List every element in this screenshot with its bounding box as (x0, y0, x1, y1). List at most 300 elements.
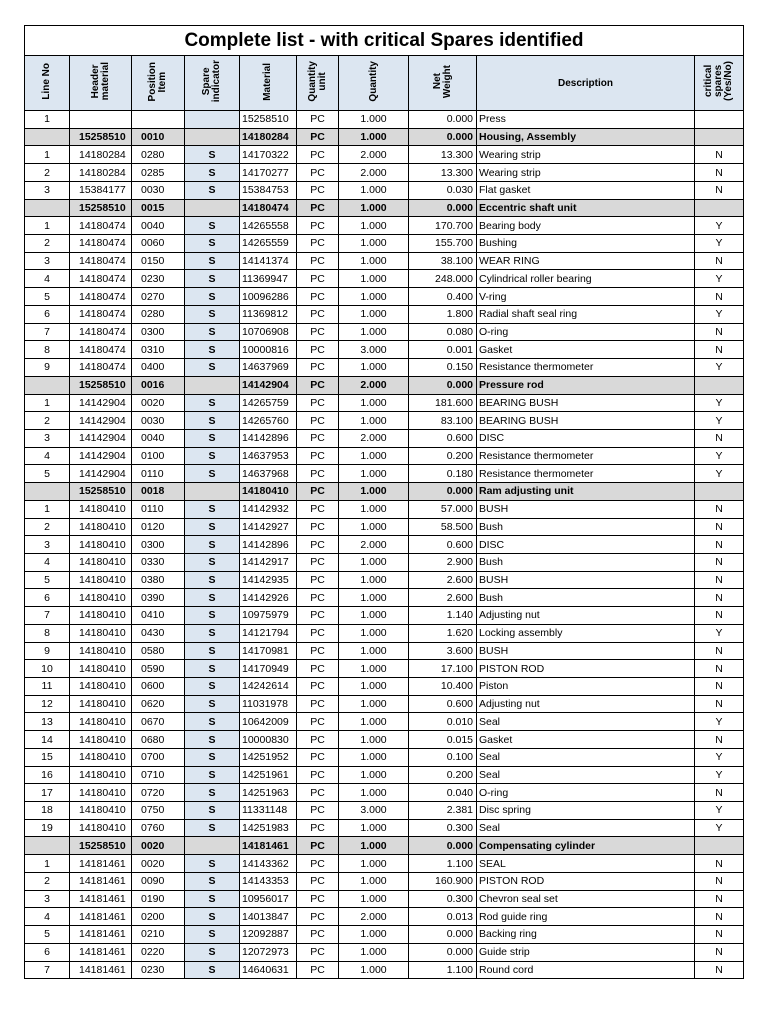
description-cell: Backing ring (477, 926, 695, 944)
header-material-cell: 14180474 (70, 270, 132, 288)
quantity-cell: 1.000 (339, 394, 409, 412)
header-material-cell: 14180474 (70, 252, 132, 270)
quantity-cell: 1.000 (339, 128, 409, 146)
line-no-cell: 13 (25, 713, 70, 731)
spare-indicator-cell: S (185, 872, 240, 890)
line-no-cell: 2 (25, 412, 70, 430)
description-cell: Adjusting nut (477, 607, 695, 625)
material-cell: 14637969 (240, 359, 297, 377)
description-cell: Housing, Assembly (477, 128, 695, 146)
material-cell: 10706908 (240, 323, 297, 341)
position-item-cell: 0230 (132, 270, 185, 288)
line-no-cell: 9 (25, 642, 70, 660)
spare-indicator-cell: S (185, 465, 240, 483)
net-weight-cell: 0.200 (409, 766, 477, 784)
critical-spares-cell: N (695, 553, 744, 571)
description-cell: Radial shaft seal ring (477, 305, 695, 323)
spare-indicator-cell (185, 128, 240, 146)
material-cell: 14142917 (240, 553, 297, 571)
material-cell: 15384753 (240, 181, 297, 199)
quantity-unit-cell: PC (297, 429, 339, 447)
net-weight-cell: 2.600 (409, 571, 477, 589)
header-material-cell: 14142904 (70, 394, 132, 412)
table-row (25, 465, 744, 483)
table-row (25, 571, 744, 589)
table-row (25, 589, 744, 607)
quantity-unit-cell: PC (297, 164, 339, 182)
material-cell: 14251963 (240, 784, 297, 802)
critical-spares-cell: N (695, 695, 744, 713)
quantity-cell: 1.000 (339, 571, 409, 589)
position-item-cell: 0760 (132, 819, 185, 837)
header-material-cell: 14180410 (70, 518, 132, 536)
net-weight-cell: 0.000 (409, 837, 477, 855)
line-no-cell: 5 (25, 571, 70, 589)
position-item-cell: 0020 (132, 837, 185, 855)
quantity-cell: 1.000 (339, 837, 409, 855)
quantity-unit-cell: PC (297, 341, 339, 359)
material-cell: 14265760 (240, 412, 297, 430)
quantity-unit-cell: PC (297, 766, 339, 784)
position-item-cell: 0018 (132, 483, 185, 501)
quantity-unit-cell: PC (297, 518, 339, 536)
critical-spares-cell: N (695, 961, 744, 979)
header-material-cell: 14180474 (70, 323, 132, 341)
table-row (25, 607, 744, 625)
spare-indicator-cell: S (185, 766, 240, 784)
critical-spares-cell: N (695, 146, 744, 164)
header-material-cell: 14180284 (70, 146, 132, 164)
col-header-header-material: Header material (70, 56, 132, 111)
table-row (25, 961, 744, 979)
material-cell: 11331148 (240, 802, 297, 820)
line-no-cell: 14 (25, 731, 70, 749)
critical-spares-cell: Y (695, 235, 744, 253)
line-no-cell: 1 (25, 855, 70, 873)
header-material-cell: 15384177 (70, 181, 132, 199)
material-cell: 14242614 (240, 678, 297, 696)
line-no-cell: 3 (25, 536, 70, 554)
material-cell: 14142935 (240, 571, 297, 589)
header-material-cell: 14142904 (70, 412, 132, 430)
table-row (25, 553, 744, 571)
material-cell: 12092887 (240, 926, 297, 944)
spare-indicator-cell: S (185, 607, 240, 625)
quantity-cell: 1.000 (339, 252, 409, 270)
description-cell: Bearing body (477, 217, 695, 235)
material-cell: 14637953 (240, 447, 297, 465)
spare-indicator-cell: S (185, 642, 240, 660)
critical-spares-cell: Y (695, 359, 744, 377)
line-no-cell: 1 (25, 111, 70, 129)
table-row (25, 500, 744, 518)
critical-spares-cell: N (695, 288, 744, 306)
header-material-cell: 14180474 (70, 217, 132, 235)
position-item-cell: 0680 (132, 731, 185, 749)
quantity-unit-cell: PC (297, 642, 339, 660)
spare-indicator-cell: S (185, 748, 240, 766)
quantity-unit-cell: PC (297, 394, 339, 412)
spare-indicator-cell: S (185, 624, 240, 642)
spare-indicator-cell (185, 483, 240, 501)
quantity-cell: 1.000 (339, 642, 409, 660)
quantity-cell: 1.000 (339, 111, 409, 129)
material-cell: 14143362 (240, 855, 297, 873)
quantity-unit-cell: PC (297, 146, 339, 164)
quantity-unit-cell: PC (297, 111, 339, 129)
description-cell: SEAL (477, 855, 695, 873)
spare-indicator-cell: S (185, 359, 240, 377)
table-body (25, 111, 744, 979)
quantity-unit-cell: PC (297, 128, 339, 146)
header-material-cell: 14180410 (70, 713, 132, 731)
quantity-cell: 2.000 (339, 146, 409, 164)
net-weight-cell: 0.000 (409, 128, 477, 146)
critical-spares-cell (695, 837, 744, 855)
header-material-cell: 14181461 (70, 961, 132, 979)
position-item-cell: 0300 (132, 536, 185, 554)
header-material-cell: 14180410 (70, 660, 132, 678)
critical-spares-cell: Y (695, 802, 744, 820)
spare-indicator-cell: S (185, 164, 240, 182)
position-item-cell: 0190 (132, 890, 185, 908)
line-no-cell: 4 (25, 447, 70, 465)
quantity-unit-cell: PC (297, 376, 339, 394)
net-weight-cell: 3.600 (409, 642, 477, 660)
line-no-cell: 4 (25, 553, 70, 571)
critical-spares-cell: N (695, 908, 744, 926)
quantity-unit-cell: PC (297, 447, 339, 465)
net-weight-cell: 160.900 (409, 872, 477, 890)
spare-indicator-cell: S (185, 270, 240, 288)
description-cell: Guide strip (477, 943, 695, 961)
net-weight-cell: 0.200 (409, 447, 477, 465)
col-header-line-no: Line No (25, 56, 70, 111)
quantity-cell: 1.000 (339, 270, 409, 288)
spare-indicator-cell: S (185, 252, 240, 270)
quantity-unit-cell: PC (297, 465, 339, 483)
quantity-cell: 3.000 (339, 802, 409, 820)
description-cell: PISTON ROD (477, 660, 695, 678)
quantity-unit-cell: PC (297, 181, 339, 199)
critical-spares-cell: Y (695, 305, 744, 323)
line-no-cell: 12 (25, 695, 70, 713)
position-item-cell: 0120 (132, 518, 185, 536)
quantity-unit-cell: PC (297, 837, 339, 855)
material-cell: 14142904 (240, 376, 297, 394)
critical-spares-cell: N (695, 429, 744, 447)
net-weight-cell: 0.000 (409, 111, 477, 129)
net-weight-cell: 0.080 (409, 323, 477, 341)
material-cell: 10096286 (240, 288, 297, 306)
spare-indicator-cell: S (185, 926, 240, 944)
material-cell: 14170949 (240, 660, 297, 678)
table-row (25, 412, 744, 430)
critical-spares-cell (695, 111, 744, 129)
quantity-cell: 1.000 (339, 465, 409, 483)
position-item-cell: 0230 (132, 961, 185, 979)
header-material-cell: 14180410 (70, 784, 132, 802)
quantity-cell: 1.000 (339, 731, 409, 749)
position-item-cell: 0110 (132, 500, 185, 518)
position-item-cell: 0300 (132, 323, 185, 341)
net-weight-cell: 0.150 (409, 359, 477, 377)
quantity-unit-cell: PC (297, 748, 339, 766)
line-no-cell: 8 (25, 341, 70, 359)
line-no-cell: 2 (25, 872, 70, 890)
quantity-cell: 2.000 (339, 429, 409, 447)
quantity-cell: 1.000 (339, 412, 409, 430)
critical-spares-cell: Y (695, 766, 744, 784)
description-cell: Bush (477, 553, 695, 571)
position-item-cell: 0270 (132, 288, 185, 306)
critical-spares-cell (695, 199, 744, 217)
header-material-cell: 14180474 (70, 305, 132, 323)
position-item-cell: 0430 (132, 624, 185, 642)
table-row (25, 111, 744, 129)
spare-indicator-cell: S (185, 288, 240, 306)
position-item-cell: 0100 (132, 447, 185, 465)
spare-indicator-cell (185, 837, 240, 855)
material-cell: 14251961 (240, 766, 297, 784)
description-cell: Flat gasket (477, 181, 695, 199)
critical-spares-cell: N (695, 784, 744, 802)
position-item-cell: 0720 (132, 784, 185, 802)
line-no-cell: 3 (25, 252, 70, 270)
critical-spares-cell: Y (695, 748, 744, 766)
line-no-cell: 6 (25, 943, 70, 961)
position-item-cell: 0016 (132, 376, 185, 394)
position-item-cell: 0030 (132, 412, 185, 430)
material-cell: 14265558 (240, 217, 297, 235)
quantity-cell: 1.000 (339, 819, 409, 837)
material-cell: 10975979 (240, 607, 297, 625)
quantity-unit-cell: PC (297, 731, 339, 749)
critical-spares-cell: Y (695, 447, 744, 465)
description-cell: Seal (477, 766, 695, 784)
description-cell: V-ring (477, 288, 695, 306)
critical-spares-cell: N (695, 518, 744, 536)
col-header-position-item: Position Item (132, 56, 185, 111)
net-weight-cell: 0.013 (409, 908, 477, 926)
header-material-cell: 14180410 (70, 695, 132, 713)
critical-spares-cell: Y (695, 394, 744, 412)
material-cell: 14143353 (240, 872, 297, 890)
quantity-cell: 1.000 (339, 890, 409, 908)
header-material-cell: 14180410 (70, 589, 132, 607)
quantity-cell: 1.000 (339, 483, 409, 501)
line-no-cell: 15 (25, 748, 70, 766)
net-weight-cell: 2.600 (409, 589, 477, 607)
header-material-cell: 15258510 (70, 199, 132, 217)
critical-spares-cell: N (695, 678, 744, 696)
quantity-cell: 1.000 (339, 359, 409, 377)
net-weight-cell: 0.000 (409, 483, 477, 501)
header-material-cell: 14180410 (70, 500, 132, 518)
position-item-cell: 0200 (132, 908, 185, 926)
line-no-cell (25, 128, 70, 146)
critical-spares-cell (695, 483, 744, 501)
col-header-net-weight: Net Weight (409, 56, 477, 111)
quantity-cell: 1.000 (339, 695, 409, 713)
material-cell: 14142926 (240, 589, 297, 607)
group-header-row (25, 128, 744, 146)
description-cell: Locking assembly (477, 624, 695, 642)
net-weight-cell: 0.015 (409, 731, 477, 749)
header-material-cell: 14142904 (70, 465, 132, 483)
quantity-unit-cell: PC (297, 589, 339, 607)
material-cell: 11369947 (240, 270, 297, 288)
net-weight-cell: 2.900 (409, 553, 477, 571)
quantity-unit-cell: PC (297, 607, 339, 625)
header-material-cell: 14180474 (70, 288, 132, 306)
spare-indicator-cell: S (185, 571, 240, 589)
header-material-cell: 14180410 (70, 642, 132, 660)
group-header-row (25, 483, 744, 501)
header-material-cell: 14180410 (70, 766, 132, 784)
header-material-cell: 14180410 (70, 678, 132, 696)
quantity-cell: 1.000 (339, 784, 409, 802)
material-cell: 14013847 (240, 908, 297, 926)
quantity-cell: 1.000 (339, 447, 409, 465)
position-item-cell: 0010 (132, 128, 185, 146)
table-row (25, 678, 744, 696)
header-material-cell: 14180284 (70, 164, 132, 182)
header-material-cell: 14181461 (70, 872, 132, 890)
header-material-cell: 14180410 (70, 819, 132, 837)
position-item-cell (132, 111, 185, 129)
line-no-cell: 1 (25, 146, 70, 164)
spare-indicator-cell (185, 199, 240, 217)
material-cell: 14180410 (240, 483, 297, 501)
material-cell: 14181461 (240, 837, 297, 855)
line-no-cell: 19 (25, 819, 70, 837)
quantity-cell: 1.000 (339, 766, 409, 784)
line-no-cell: 7 (25, 607, 70, 625)
critical-spares-cell: N (695, 607, 744, 625)
line-no-cell: 3 (25, 429, 70, 447)
table-row (25, 518, 744, 536)
quantity-unit-cell: PC (297, 571, 339, 589)
material-cell: 14251952 (240, 748, 297, 766)
description-cell: PISTON ROD (477, 872, 695, 890)
quantity-unit-cell: PC (297, 713, 339, 731)
description-cell: O-ring (477, 323, 695, 341)
quantity-unit-cell: PC (297, 500, 339, 518)
table-row (25, 695, 744, 713)
line-no-cell (25, 837, 70, 855)
material-cell: 14141374 (240, 252, 297, 270)
line-no-cell (25, 376, 70, 394)
line-no-cell: 2 (25, 518, 70, 536)
quantity-cell: 1.000 (339, 748, 409, 766)
quantity-cell: 1.000 (339, 305, 409, 323)
net-weight-cell: 1.620 (409, 624, 477, 642)
line-no-cell: 2 (25, 235, 70, 253)
table-row (25, 642, 744, 660)
position-item-cell: 0750 (132, 802, 185, 820)
critical-spares-cell: N (695, 323, 744, 341)
position-item-cell: 0110 (132, 465, 185, 483)
critical-spares-cell: N (695, 943, 744, 961)
position-item-cell: 0390 (132, 589, 185, 607)
net-weight-cell: 57.000 (409, 500, 477, 518)
line-no-cell: 8 (25, 624, 70, 642)
header-material-cell: 15258510 (70, 837, 132, 855)
quantity-unit-cell: PC (297, 872, 339, 890)
line-no-cell: 10 (25, 660, 70, 678)
quantity-cell: 1.000 (339, 624, 409, 642)
spare-indicator-cell: S (185, 890, 240, 908)
quantity-unit-cell: PC (297, 288, 339, 306)
quantity-cell: 3.000 (339, 341, 409, 359)
net-weight-cell: 38.100 (409, 252, 477, 270)
table-row (25, 217, 744, 235)
net-weight-cell: 0.000 (409, 943, 477, 961)
net-weight-cell: 83.100 (409, 412, 477, 430)
description-cell: Rod guide ring (477, 908, 695, 926)
line-no-cell: 9 (25, 359, 70, 377)
critical-spares-cell: N (695, 660, 744, 678)
table-row (25, 766, 744, 784)
material-cell: 14142896 (240, 429, 297, 447)
position-item-cell: 0020 (132, 855, 185, 873)
line-no-cell: 3 (25, 181, 70, 199)
material-cell: 14170981 (240, 642, 297, 660)
net-weight-cell: 0.000 (409, 926, 477, 944)
table-row (25, 855, 744, 873)
net-weight-cell: 2.381 (409, 802, 477, 820)
position-item-cell: 0285 (132, 164, 185, 182)
quantity-unit-cell: PC (297, 943, 339, 961)
net-weight-cell: 0.600 (409, 429, 477, 447)
spare-indicator-cell: S (185, 961, 240, 979)
table-row (25, 288, 744, 306)
col-header-description: Description (477, 56, 695, 111)
critical-spares-cell: Y (695, 819, 744, 837)
material-cell: 10956017 (240, 890, 297, 908)
description-cell: BUSH (477, 571, 695, 589)
net-weight-cell: 0.040 (409, 784, 477, 802)
description-cell: Chevron seal set (477, 890, 695, 908)
critical-spares-cell: Y (695, 270, 744, 288)
quantity-cell: 1.000 (339, 553, 409, 571)
critical-spares-cell: Y (695, 713, 744, 731)
table-row (25, 323, 744, 341)
header-material-cell: 14181461 (70, 926, 132, 944)
position-item-cell: 0400 (132, 359, 185, 377)
quantity-unit-cell: PC (297, 819, 339, 837)
net-weight-cell: 0.030 (409, 181, 477, 199)
spare-indicator-cell: S (185, 802, 240, 820)
spare-indicator-cell: S (185, 217, 240, 235)
quantity-cell: 2.000 (339, 908, 409, 926)
line-no-cell: 5 (25, 926, 70, 944)
spare-indicator-cell: S (185, 341, 240, 359)
group-header-row (25, 837, 744, 855)
description-cell: Gasket (477, 731, 695, 749)
material-cell: 11031978 (240, 695, 297, 713)
net-weight-cell: 1.140 (409, 607, 477, 625)
critical-spares-cell: N (695, 341, 744, 359)
spares-table (24, 25, 744, 979)
description-cell: Resistance thermometer (477, 359, 695, 377)
material-cell: 14637968 (240, 465, 297, 483)
material-cell: 14640631 (240, 961, 297, 979)
col-header-quantity: Quantity (339, 56, 409, 111)
spare-indicator-cell: S (185, 323, 240, 341)
description-cell: Adjusting nut (477, 695, 695, 713)
